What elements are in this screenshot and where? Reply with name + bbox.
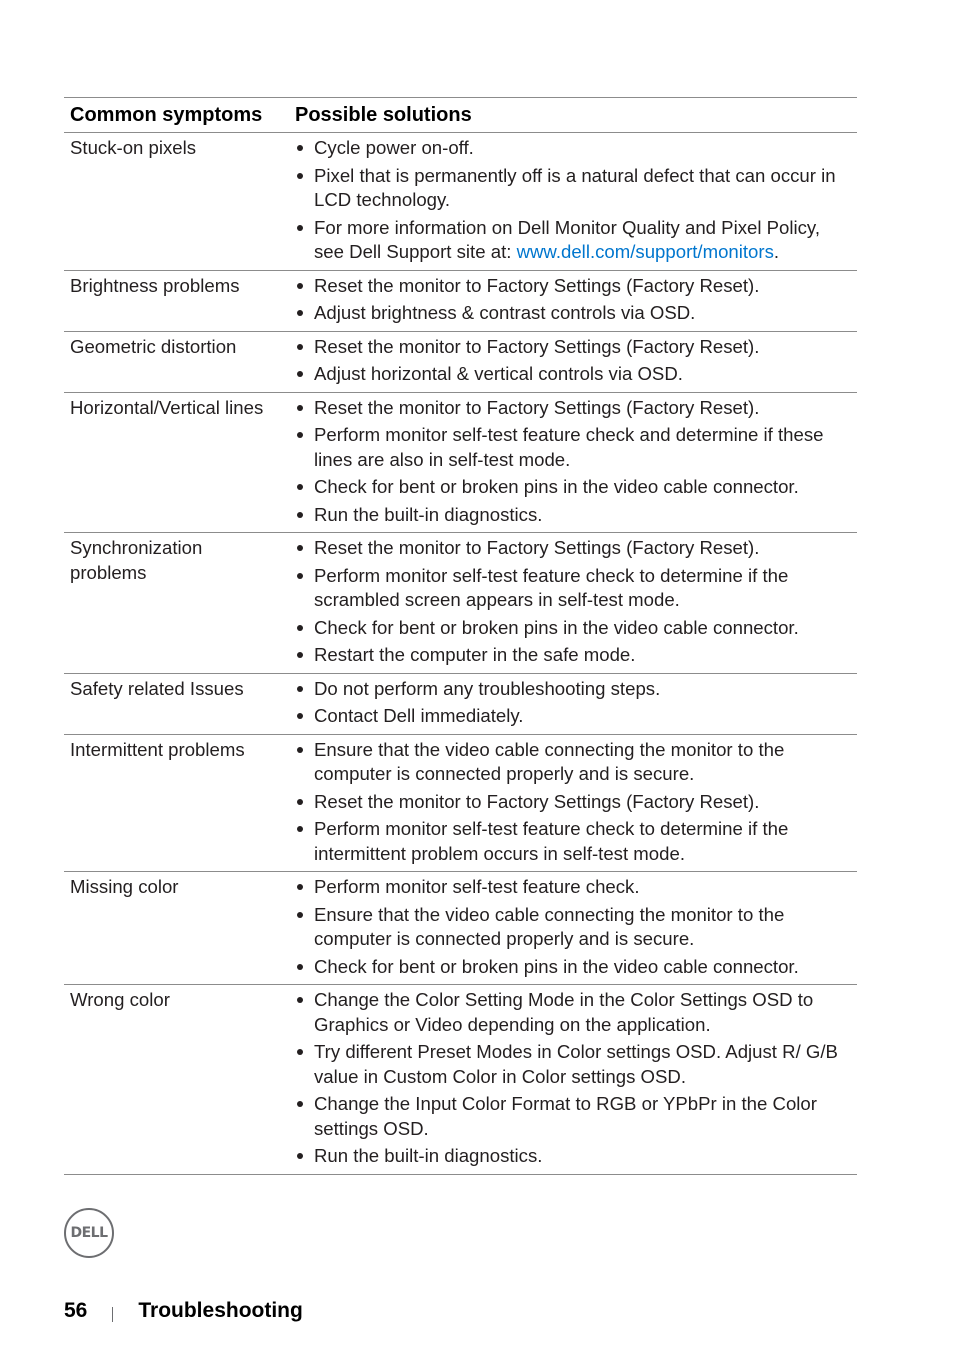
- solution-text: Perform monitor self-test feature check and determine if these lines are also in self-test mode.: [314, 424, 824, 470]
- bullet-icon: [297, 1049, 303, 1055]
- solution-item: [295, 301, 851, 326]
- footer-divider: [112, 1307, 113, 1322]
- section-title: Troubleshooting: [138, 1299, 303, 1322]
- solutions-list: [295, 274, 851, 326]
- solution-text: Contact Dell immediately.: [314, 705, 524, 726]
- solution-text-after: .: [773, 241, 780, 262]
- solution-text: Pixel that is permanently off is a natural defect that can occur in LCD technology.: [314, 164, 836, 210]
- solution-text: Adjust brightness & contrast controls via OSD.: [314, 302, 696, 323]
- symptom-cell: Wrong color: [64, 985, 289, 1175]
- bullet-icon: [297, 826, 303, 832]
- solutions-cell: [289, 533, 857, 674]
- solution-text: Run the built-in diagnostics.: [314, 503, 543, 525]
- bullet-icon: [297, 912, 303, 918]
- bullet-icon: [297, 283, 303, 289]
- solution-item: [295, 136, 851, 161]
- table-row: [64, 533, 857, 674]
- solution-text: Change the Input Color Format to RGB or YPbPr in the Color settings OSD.: [314, 1093, 817, 1139]
- symptom-cell: Stuck-on pixels: [64, 133, 289, 271]
- solution-item: [295, 503, 851, 528]
- bullet-icon: [297, 344, 303, 350]
- page-footer: [64, 1296, 303, 1326]
- solutions-list: [295, 396, 851, 528]
- solution-text: Check for bent or broken pins in the video cable connector.: [314, 955, 799, 977]
- solution-text: Reset the monitor to Factory Settings (Factory Reset).: [314, 274, 760, 296]
- bullet-icon: [297, 545, 303, 551]
- column-header-symptoms: Common symptoms: [64, 98, 289, 133]
- solution-text: Reset the monitor to Factory Settings (Factory Reset).: [314, 790, 760, 812]
- bullet-icon: [297, 1153, 303, 1159]
- bullet-icon: [297, 884, 303, 890]
- table-header-row: [64, 98, 857, 133]
- bullet-icon: [297, 310, 303, 316]
- solution-text: For more information on Dell Monitor Quality and Pixel Policy, see Dell Support site at:: [314, 216, 821, 262]
- solutions-cell: [289, 392, 857, 533]
- solution-text: Ensure that the video cable connecting the monitor to the computer is connected properly and is secure.: [314, 903, 785, 949]
- solution-item: [295, 738, 851, 787]
- bullet-icon: [297, 173, 303, 179]
- troubleshooting-table: [64, 97, 857, 1175]
- table-row: [64, 872, 857, 985]
- bullet-icon: [297, 1101, 303, 1107]
- solution-text: Cycle power on-off.: [314, 137, 474, 158]
- solution-item: [295, 677, 851, 702]
- solution-item: [295, 875, 851, 900]
- solutions-cell: [289, 673, 857, 734]
- solutions-cell: [289, 331, 857, 392]
- solution-text: Reset the monitor to Factory Settings (Factory Reset).: [314, 537, 760, 558]
- solutions-cell: [289, 985, 857, 1175]
- table-row: [64, 331, 857, 392]
- solutions-cell: [289, 133, 857, 271]
- table-row: [64, 133, 857, 271]
- table-row: [64, 392, 857, 533]
- table-row: [64, 734, 857, 872]
- solution-item: [295, 817, 851, 866]
- solution-item: [295, 396, 851, 421]
- bullet-icon: [297, 484, 303, 490]
- solution-text: Change the Color Setting Mode in the Color Settings OSD to Graphics or Video depending on the application.: [314, 989, 814, 1035]
- solutions-list: [295, 738, 851, 867]
- dell-logo: [64, 1208, 114, 1258]
- solution-item: [295, 704, 851, 729]
- bullet-icon: [297, 964, 303, 970]
- bullet-icon: [297, 652, 303, 658]
- solution-item: [295, 475, 851, 500]
- solution-item: [295, 536, 851, 561]
- solutions-list: [295, 136, 851, 265]
- solution-item: [295, 903, 851, 952]
- solution-text: Check for bent or broken pins in the video cable connector.: [314, 476, 799, 497]
- symptom-cell: Synchronization problems: [64, 533, 289, 674]
- bullet-icon: [297, 145, 303, 151]
- bullet-icon: [297, 686, 303, 692]
- table-body: [64, 133, 857, 1175]
- solution-text: Reset the monitor to Factory Settings (Factory Reset).: [314, 396, 760, 418]
- solution-item: [295, 955, 851, 980]
- solutions-cell: [289, 872, 857, 985]
- bullet-icon: [297, 997, 303, 1003]
- bullet-icon: [297, 713, 303, 719]
- page-number: 56: [64, 1299, 88, 1322]
- symptom-cell: Intermittent problems: [64, 734, 289, 872]
- dell-support-link[interactable]: www.dell.com/support/monitors: [516, 241, 774, 262]
- bullet-icon: [297, 405, 303, 411]
- bullet-icon: [297, 512, 303, 518]
- solution-item: [295, 790, 851, 815]
- bullet-icon: [297, 432, 303, 438]
- solution-item: [295, 423, 851, 472]
- solutions-list: [295, 536, 851, 668]
- solution-item: [295, 643, 851, 668]
- solutions-list: [295, 988, 851, 1169]
- table-row: [64, 270, 857, 331]
- solution-item: [295, 216, 851, 265]
- solution-text: Do not perform any troubleshooting steps.: [314, 677, 661, 699]
- symptom-cell: Horizontal/Vertical lines: [64, 392, 289, 533]
- solution-text: Adjust horizontal & vertical controls via OSD.: [314, 363, 683, 384]
- solution-item: [295, 164, 851, 213]
- solution-item: [295, 335, 851, 360]
- solutions-list: [295, 335, 851, 387]
- column-header-solutions: Possible solutions: [289, 98, 857, 133]
- solution-text: Perform monitor self-test feature check to determine if the scrambled screen appears in self-test mode.: [314, 564, 789, 610]
- solution-text: Restart the computer in the safe mode.: [314, 644, 636, 665]
- solution-item: [295, 362, 851, 387]
- solutions-list: [295, 677, 851, 729]
- solutions-cell: [289, 270, 857, 331]
- solution-text: Check for bent or broken pins in the video cable connector.: [314, 616, 799, 638]
- table-row: [64, 673, 857, 734]
- bullet-icon: [297, 371, 303, 377]
- solution-item: [295, 564, 851, 613]
- solutions-list: [295, 875, 851, 979]
- solution-item: [295, 1040, 851, 1089]
- solution-text: Reset the monitor to Factory Settings (Factory Reset).: [314, 335, 760, 357]
- bullet-icon: [297, 573, 303, 579]
- solution-item: [295, 1144, 851, 1169]
- solution-text: Try different Preset Modes in Color settings OSD. Adjust R/ G/B value in Custom Color in Color settings OSD.: [314, 1041, 838, 1087]
- symptom-cell: Brightness problems: [64, 270, 289, 331]
- bullet-icon: [297, 225, 303, 231]
- solutions-cell: [289, 734, 857, 872]
- solution-item: [295, 616, 851, 641]
- solution-text: Perform monitor self-test feature check.: [314, 876, 640, 897]
- solution-item: [295, 988, 851, 1037]
- solution-text: Ensure that the video cable connecting the monitor to the computer is connected properly and is secure.: [314, 738, 785, 784]
- bullet-icon: [297, 625, 303, 631]
- bullet-icon: [297, 799, 303, 805]
- solution-item: [295, 1092, 851, 1141]
- solution-text: Run the built-in diagnostics.: [314, 1145, 543, 1166]
- symptom-cell: Missing color: [64, 872, 289, 985]
- solution-item: [295, 274, 851, 299]
- table-row: [64, 985, 857, 1175]
- solution-text: Perform monitor self-test feature check to determine if the intermittent problem occurs in self-test mode.: [314, 818, 789, 864]
- symptom-cell: Geometric distortion: [64, 331, 289, 392]
- dell-logo-text: DELL: [70, 1225, 108, 1241]
- bullet-icon: [297, 747, 303, 753]
- symptom-cell: Safety related Issues: [64, 673, 289, 734]
